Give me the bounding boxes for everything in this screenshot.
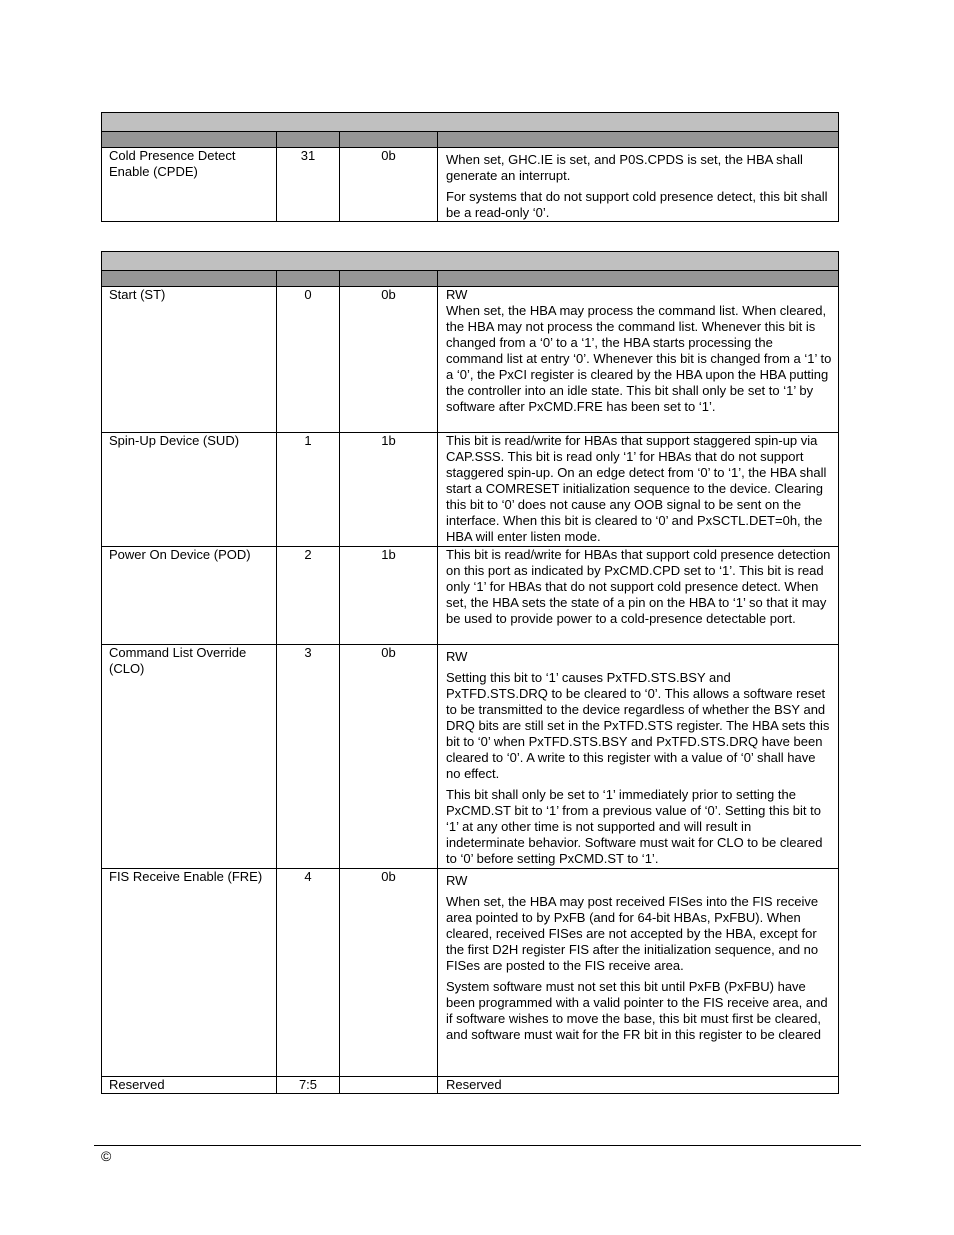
table-title-bar — [102, 113, 839, 132]
description-paragraph: System software must not set this bit until PxFB (PxFBU) have been programmed with a valid pointer to the FIS receive area, and if software wishes to move the base, this bit must first be cleared, and software must wait for the FR bit in this register to be cleared — [446, 979, 828, 1042]
header-cell-bit — [277, 271, 340, 287]
table-header-row — [102, 132, 839, 148]
field-name: Power On Device (POD) — [102, 547, 277, 645]
field-name: Spin-Up Device (SUD) — [102, 433, 277, 547]
footer-divider — [94, 1145, 861, 1146]
header-cell-name — [102, 132, 277, 148]
field-bit: 0 — [277, 287, 340, 433]
table-header-row — [102, 271, 839, 287]
field-bit: 1 — [277, 433, 340, 547]
table-row — [102, 869, 839, 1077]
field-default: 0b — [340, 148, 438, 222]
field-description — [438, 287, 839, 433]
field-default: 1b — [340, 547, 438, 645]
description-paragraph: When set, GHC.IE is set, and P0S.CPDS is set, the HBA shall generate an interrupt. — [446, 152, 803, 183]
header-cell-default — [340, 132, 438, 148]
field-bit: 4 — [277, 869, 340, 1077]
table-row — [102, 148, 839, 222]
field-description — [438, 433, 839, 547]
description-paragraph: When set, the HBA may post received FISes into the FIS receive area pointed to by PxFB (and for 64-bit HBAs, PxFBU). When cleared, received FISes are not accepted by the HBA, except for the first D2H register FIS after the initialization sequence, and no FISes are posted to the FIS receive area. — [446, 894, 819, 973]
field-name: Command List Override (CLO) — [102, 645, 277, 869]
field-name: FIS Receive Enable (FRE) — [102, 869, 277, 1077]
table-row — [102, 287, 839, 433]
description-paragraph: For systems that do not support cold presence detect, this bit shall be a read-only ‘0’. — [446, 189, 828, 220]
field-description — [438, 547, 839, 645]
description-paragraph: RW — [446, 287, 468, 302]
field-name: Reserved — [102, 1077, 277, 1094]
field-description — [438, 1077, 839, 1094]
description-paragraph: This bit is read/write for HBAs that support cold presence detection on this port as indicated by PxCMD.CPD set to ‘1’. This bit is read only ‘1’ for HBAs that do not support cold presence detect. When set, the HBA sets the state of a pin on the HBA to ‘1’ so that it may be used to provide power to a cold-presence detectable port. — [446, 547, 831, 626]
table-title-cell — [102, 113, 839, 132]
description-paragraph: Reserved — [446, 1077, 502, 1092]
footer-copyright: © — [101, 1148, 112, 1164]
field-default — [340, 1077, 438, 1094]
table-row — [102, 645, 839, 869]
table-title-cell — [102, 252, 839, 271]
field-default: 0b — [340, 645, 438, 869]
header-cell-default — [340, 271, 438, 287]
field-default: 0b — [340, 287, 438, 433]
header-cell-description — [438, 132, 839, 148]
field-name: Start (ST) — [102, 287, 277, 433]
description-paragraph: This bit shall only be set to ‘1’ immediately prior to setting the PxCMD.ST bit to ‘1’ from a previous value of ‘0’. Setting this bit to ‘1’ at any other time is not supported and will result in indeterminate behavior. Software must wait for CLO to be cleared to ‘0’ before setting PxCMD.ST to ‘1’. — [446, 787, 823, 866]
field-default: 1b — [340, 433, 438, 547]
header-cell-bit — [277, 132, 340, 148]
table-row — [102, 547, 839, 645]
table-title-bar — [102, 252, 839, 271]
table-row — [102, 1077, 839, 1094]
field-bit: 31 — [277, 148, 340, 222]
header-cell-name — [102, 271, 277, 287]
field-description — [438, 869, 839, 1077]
header-cell-description — [438, 271, 839, 287]
description-paragraph: RW — [446, 873, 468, 888]
description-paragraph: When set, the HBA may process the command list. When cleared, the HBA may not process the command list. Whenever this bit is changed from a ‘0’ to a ‘1’, the HBA starts processing the command list at entry ‘0’. Whenever this bit is changed from a ‘1’ to a ‘0’, the PxCI register is cleared by the HBA upon the HBA putting the controller into an idle state. This bit shall only be set to ‘1’ by software after PxCMD.FRE has been set to ‘1’. — [446, 303, 832, 414]
field-bit: 7:5 — [277, 1077, 340, 1094]
field-bit: 2 — [277, 547, 340, 645]
field-name: Cold Presence Detect Enable (CPDE) — [102, 148, 277, 222]
field-description — [438, 148, 839, 222]
description-paragraph: Setting this bit to ‘1’ causes PxTFD.STS.BSY and PxTFD.STS.DRQ to be cleared to ‘0’. This allows a software reset to be transmitted to the device regardless of whether the BSY and DRQ bits are still set in the PxTFD.STS register. The HBA sets this bit to ‘0’ when PxTFD.STS.BSY and PxTFD.STS.DRQ have been cleared to ‘0’. A write to this register with a value of ‘0’ shall have no effect. — [446, 670, 830, 781]
description-paragraph: RW — [446, 649, 468, 664]
field-bit: 3 — [277, 645, 340, 869]
register-table-cmd — [101, 251, 839, 1094]
field-description — [438, 645, 839, 869]
table-row — [102, 433, 839, 547]
description-paragraph: This bit is read/write for HBAs that support staggered spin-up via CAP.SSS. This bit is read only ‘1’ for HBAs that do not support staggered spin-up. On an edge detect from ‘0’ to ‘1’, the HBA shall start a COMRESET initialization sequence to the device. Clearing this bit to ‘0’ does not cause any OOB signal to be sent on the interface. When this bit is cleared to ‘0’ and PxSCTL.DET=0h, the HBA will enter listen mode. — [446, 433, 827, 544]
field-default: 0b — [340, 869, 438, 1077]
register-table-cpde — [101, 112, 839, 222]
